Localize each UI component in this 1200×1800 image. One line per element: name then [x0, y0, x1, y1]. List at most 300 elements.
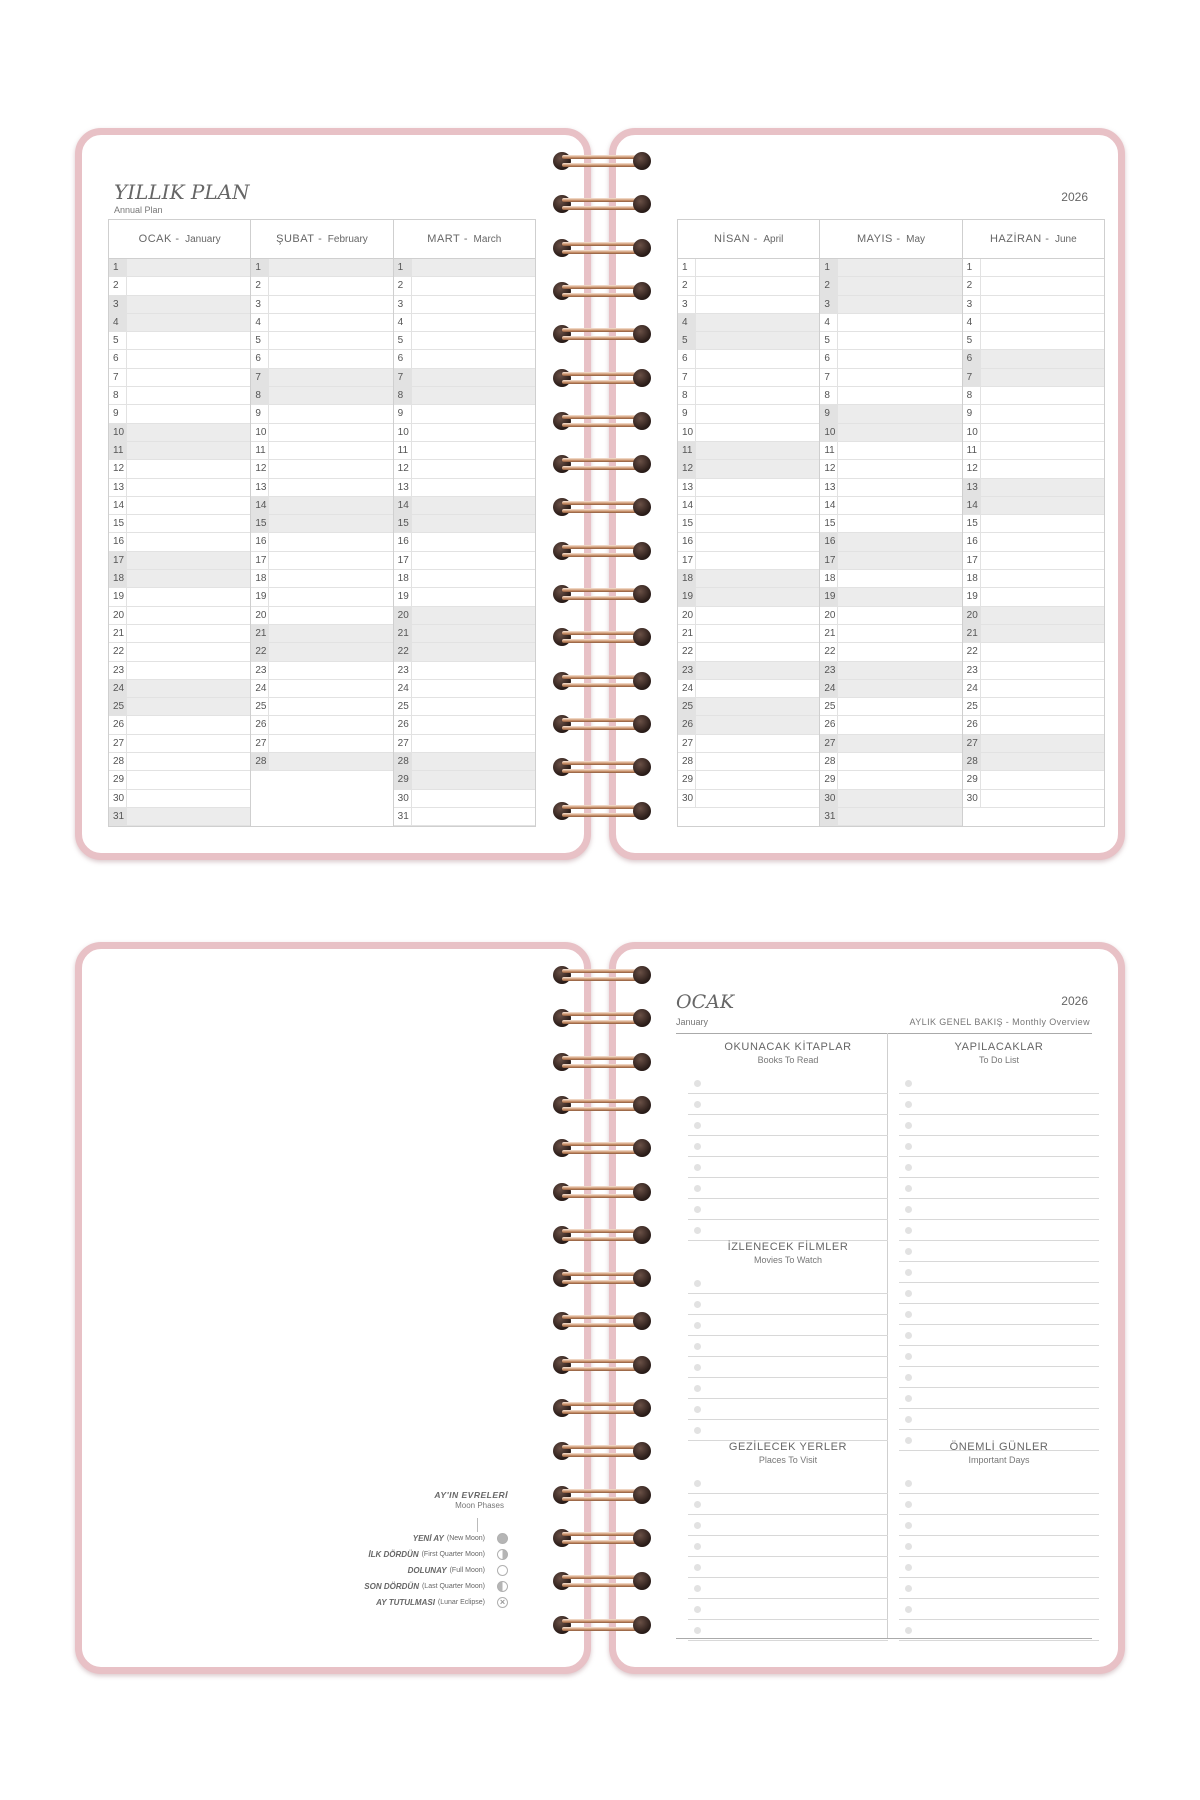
day-row[interactable]	[394, 552, 535, 570]
writing-line[interactable]	[688, 1536, 888, 1557]
day-row[interactable]	[109, 552, 250, 570]
day-row[interactable]	[963, 332, 1104, 350]
day-row[interactable]	[820, 369, 961, 387]
writing-line[interactable]	[688, 1073, 888, 1094]
day-note-field[interactable]	[412, 479, 535, 496]
day-row[interactable]	[394, 479, 535, 497]
day-note-field[interactable]	[696, 296, 819, 313]
day-row[interactable]	[678, 314, 819, 332]
day-note-field[interactable]	[981, 790, 1104, 807]
day-note-field[interactable]	[127, 405, 250, 422]
day-note-field[interactable]	[696, 387, 819, 404]
day-note-field[interactable]	[412, 442, 535, 459]
day-row[interactable]	[109, 277, 250, 295]
day-note-field[interactable]	[269, 442, 392, 459]
day-row[interactable]	[251, 607, 392, 625]
day-row[interactable]	[109, 442, 250, 460]
day-row[interactable]	[678, 716, 819, 734]
day-row[interactable]	[394, 332, 535, 350]
day-row[interactable]	[963, 424, 1104, 442]
day-row[interactable]	[820, 716, 961, 734]
writing-line[interactable]	[688, 1399, 888, 1420]
day-row[interactable]	[251, 424, 392, 442]
day-note-field[interactable]	[269, 296, 392, 313]
day-row[interactable]	[963, 369, 1104, 387]
day-row[interactable]	[963, 698, 1104, 716]
day-row[interactable]	[678, 479, 819, 497]
day-note-field[interactable]	[269, 515, 392, 532]
day-note-field[interactable]	[127, 625, 250, 642]
writing-line[interactable]	[899, 1578, 1099, 1599]
day-note-field[interactable]	[127, 277, 250, 294]
day-note-field[interactable]	[696, 314, 819, 331]
day-row[interactable]	[394, 369, 535, 387]
day-note-field[interactable]	[981, 479, 1104, 496]
day-note-field[interactable]	[412, 387, 535, 404]
day-note-field[interactable]	[838, 369, 961, 386]
day-note-field[interactable]	[696, 625, 819, 642]
day-row[interactable]	[394, 662, 535, 680]
day-row[interactable]	[251, 405, 392, 423]
writing-line[interactable]	[899, 1409, 1099, 1430]
day-row[interactable]	[963, 387, 1104, 405]
day-row[interactable]	[109, 369, 250, 387]
day-note-field[interactable]	[838, 296, 961, 313]
day-note-field[interactable]	[412, 790, 535, 807]
day-row[interactable]	[251, 735, 392, 753]
day-note-field[interactable]	[696, 442, 819, 459]
writing-line[interactable]	[899, 1157, 1099, 1178]
day-note-field[interactable]	[981, 350, 1104, 367]
day-note-field[interactable]	[127, 332, 250, 349]
day-row[interactable]	[394, 698, 535, 716]
day-row[interactable]	[251, 350, 392, 368]
day-note-field[interactable]	[269, 369, 392, 386]
day-note-field[interactable]	[838, 533, 961, 550]
day-note-field[interactable]	[981, 332, 1104, 349]
day-row[interactable]	[109, 643, 250, 661]
day-row[interactable]	[251, 680, 392, 698]
day-note-field[interactable]	[269, 277, 392, 294]
day-note-field[interactable]	[981, 296, 1104, 313]
day-row[interactable]	[251, 698, 392, 716]
writing-line[interactable]	[899, 1473, 1099, 1494]
day-row[interactable]	[963, 570, 1104, 588]
day-row[interactable]	[109, 790, 250, 808]
day-note-field[interactable]	[127, 387, 250, 404]
day-row[interactable]	[820, 753, 961, 771]
day-note-field[interactable]	[696, 698, 819, 715]
day-row[interactable]	[963, 735, 1104, 753]
day-row[interactable]	[109, 387, 250, 405]
day-row[interactable]	[394, 533, 535, 551]
day-row[interactable]	[678, 259, 819, 277]
day-note-field[interactable]	[127, 643, 250, 660]
day-row[interactable]	[394, 424, 535, 442]
day-note-field[interactable]	[412, 570, 535, 587]
day-note-field[interactable]	[412, 588, 535, 605]
day-note-field[interactable]	[127, 808, 250, 825]
day-row[interactable]	[251, 552, 392, 570]
day-note-field[interactable]	[127, 588, 250, 605]
day-row[interactable]	[109, 607, 250, 625]
day-note-field[interactable]	[981, 314, 1104, 331]
day-note-field[interactable]	[269, 405, 392, 422]
day-row[interactable]	[394, 680, 535, 698]
day-note-field[interactable]	[127, 753, 250, 770]
day-row[interactable]	[251, 442, 392, 460]
day-row[interactable]	[394, 350, 535, 368]
day-row[interactable]	[251, 753, 392, 771]
day-row[interactable]	[394, 296, 535, 314]
day-note-field[interactable]	[838, 387, 961, 404]
day-row[interactable]	[251, 625, 392, 643]
day-row[interactable]	[963, 552, 1104, 570]
day-note-field[interactable]	[269, 625, 392, 642]
day-row[interactable]	[394, 771, 535, 789]
day-note-field[interactable]	[696, 332, 819, 349]
day-note-field[interactable]	[269, 588, 392, 605]
day-note-field[interactable]	[838, 735, 961, 752]
day-note-field[interactable]	[981, 515, 1104, 532]
day-row[interactable]	[820, 625, 961, 643]
day-note-field[interactable]	[269, 698, 392, 715]
day-row[interactable]	[963, 790, 1104, 808]
day-row[interactable]	[820, 533, 961, 551]
day-row[interactable]	[678, 570, 819, 588]
day-note-field[interactable]	[981, 771, 1104, 788]
day-note-field[interactable]	[981, 369, 1104, 386]
day-note-field[interactable]	[412, 460, 535, 477]
day-note-field[interactable]	[127, 698, 250, 715]
day-note-field[interactable]	[838, 314, 961, 331]
day-row[interactable]	[963, 296, 1104, 314]
day-row[interactable]	[109, 533, 250, 551]
day-note-field[interactable]	[696, 771, 819, 788]
day-row[interactable]	[109, 314, 250, 332]
day-note-field[interactable]	[838, 680, 961, 697]
day-row[interactable]	[109, 808, 250, 826]
day-note-field[interactable]	[838, 588, 961, 605]
day-row[interactable]	[963, 662, 1104, 680]
day-note-field[interactable]	[269, 716, 392, 733]
day-row[interactable]	[820, 424, 961, 442]
day-note-field[interactable]	[838, 497, 961, 514]
day-note-field[interactable]	[127, 662, 250, 679]
day-note-field[interactable]	[127, 716, 250, 733]
writing-line[interactable]	[899, 1346, 1099, 1367]
day-row[interactable]	[678, 698, 819, 716]
writing-line[interactable]	[688, 1094, 888, 1115]
day-note-field[interactable]	[269, 387, 392, 404]
day-row[interactable]	[963, 607, 1104, 625]
day-row[interactable]	[394, 625, 535, 643]
day-row[interactable]	[963, 314, 1104, 332]
day-note-field[interactable]	[127, 296, 250, 313]
writing-line[interactable]	[688, 1378, 888, 1399]
day-row[interactable]	[963, 771, 1104, 789]
writing-line[interactable]	[688, 1599, 888, 1620]
day-row[interactable]	[394, 387, 535, 405]
day-row[interactable]	[963, 643, 1104, 661]
day-row[interactable]	[963, 588, 1104, 606]
day-row[interactable]	[820, 643, 961, 661]
day-note-field[interactable]	[127, 424, 250, 441]
day-row[interactable]	[820, 296, 961, 314]
day-row[interactable]	[394, 643, 535, 661]
writing-line[interactable]	[899, 1536, 1099, 1557]
day-row[interactable]	[963, 479, 1104, 497]
day-note-field[interactable]	[412, 552, 535, 569]
day-row[interactable]	[678, 771, 819, 789]
day-note-field[interactable]	[981, 442, 1104, 459]
day-row[interactable]	[109, 460, 250, 478]
day-row[interactable]	[820, 460, 961, 478]
writing-line[interactable]	[899, 1557, 1099, 1578]
day-row[interactable]	[963, 533, 1104, 551]
day-row[interactable]	[820, 479, 961, 497]
day-note-field[interactable]	[127, 515, 250, 532]
day-row[interactable]	[820, 771, 961, 789]
day-row[interactable]	[820, 552, 961, 570]
day-note-field[interactable]	[838, 808, 961, 825]
day-row[interactable]	[963, 350, 1104, 368]
day-note-field[interactable]	[412, 424, 535, 441]
writing-line[interactable]	[688, 1473, 888, 1494]
day-note-field[interactable]	[696, 680, 819, 697]
day-row[interactable]	[678, 790, 819, 808]
day-note-field[interactable]	[412, 771, 535, 788]
day-note-field[interactable]	[696, 259, 819, 276]
day-row[interactable]	[109, 662, 250, 680]
day-row[interactable]	[678, 277, 819, 295]
writing-line[interactable]	[688, 1420, 888, 1441]
day-note-field[interactable]	[838, 662, 961, 679]
day-note-field[interactable]	[838, 515, 961, 532]
day-note-field[interactable]	[269, 533, 392, 550]
day-row[interactable]	[678, 460, 819, 478]
day-note-field[interactable]	[981, 607, 1104, 624]
day-row[interactable]	[109, 680, 250, 698]
day-note-field[interactable]	[696, 735, 819, 752]
day-row[interactable]	[963, 716, 1104, 734]
day-row[interactable]	[678, 588, 819, 606]
day-row[interactable]	[820, 570, 961, 588]
day-note-field[interactable]	[127, 259, 250, 276]
writing-line[interactable]	[899, 1115, 1099, 1136]
day-note-field[interactable]	[838, 771, 961, 788]
writing-line[interactable]	[899, 1241, 1099, 1262]
day-note-field[interactable]	[269, 643, 392, 660]
day-row[interactable]	[678, 680, 819, 698]
day-row[interactable]	[109, 405, 250, 423]
day-note-field[interactable]	[269, 662, 392, 679]
day-note-field[interactable]	[412, 497, 535, 514]
day-row[interactable]	[251, 479, 392, 497]
day-row[interactable]	[251, 369, 392, 387]
day-note-field[interactable]	[696, 350, 819, 367]
day-row[interactable]	[109, 698, 250, 716]
day-row[interactable]	[678, 607, 819, 625]
day-row[interactable]	[963, 515, 1104, 533]
writing-line[interactable]	[899, 1262, 1099, 1283]
writing-line[interactable]	[899, 1388, 1099, 1409]
day-row[interactable]	[251, 259, 392, 277]
writing-line[interactable]	[688, 1294, 888, 1315]
day-row[interactable]	[678, 332, 819, 350]
writing-line[interactable]	[688, 1557, 888, 1578]
day-note-field[interactable]	[838, 350, 961, 367]
day-note-field[interactable]	[838, 753, 961, 770]
day-note-field[interactable]	[127, 771, 250, 788]
day-row[interactable]	[394, 570, 535, 588]
day-note-field[interactable]	[838, 643, 961, 660]
day-note-field[interactable]	[412, 607, 535, 624]
day-row[interactable]	[678, 387, 819, 405]
day-note-field[interactable]	[412, 405, 535, 422]
day-row[interactable]	[251, 332, 392, 350]
day-row[interactable]	[251, 277, 392, 295]
day-note-field[interactable]	[696, 424, 819, 441]
day-row[interactable]	[394, 277, 535, 295]
day-note-field[interactable]	[981, 533, 1104, 550]
writing-line[interactable]	[899, 1494, 1099, 1515]
day-note-field[interactable]	[269, 460, 392, 477]
day-row[interactable]	[963, 442, 1104, 460]
day-note-field[interactable]	[696, 460, 819, 477]
day-note-field[interactable]	[981, 680, 1104, 697]
day-row[interactable]	[251, 588, 392, 606]
writing-line[interactable]	[688, 1578, 888, 1599]
day-row[interactable]	[678, 625, 819, 643]
day-note-field[interactable]	[838, 790, 961, 807]
day-row[interactable]	[251, 533, 392, 551]
day-note-field[interactable]	[412, 296, 535, 313]
day-row[interactable]	[394, 607, 535, 625]
day-row[interactable]	[678, 753, 819, 771]
writing-line[interactable]	[688, 1515, 888, 1536]
day-note-field[interactable]	[981, 753, 1104, 770]
day-row[interactable]	[394, 753, 535, 771]
writing-line[interactable]	[899, 1136, 1099, 1157]
day-row[interactable]	[678, 405, 819, 423]
day-note-field[interactable]	[981, 588, 1104, 605]
day-note-field[interactable]	[838, 277, 961, 294]
writing-line[interactable]	[899, 1199, 1099, 1220]
day-note-field[interactable]	[838, 405, 961, 422]
day-row[interactable]	[394, 716, 535, 734]
day-note-field[interactable]	[838, 442, 961, 459]
day-note-field[interactable]	[269, 332, 392, 349]
day-row[interactable]	[678, 296, 819, 314]
day-note-field[interactable]	[269, 314, 392, 331]
day-row[interactable]	[678, 515, 819, 533]
day-row[interactable]	[251, 570, 392, 588]
day-row[interactable]	[251, 716, 392, 734]
day-note-field[interactable]	[838, 332, 961, 349]
day-row[interactable]	[394, 497, 535, 515]
day-note-field[interactable]	[696, 753, 819, 770]
day-note-field[interactable]	[696, 588, 819, 605]
day-row[interactable]	[109, 588, 250, 606]
day-note-field[interactable]	[127, 735, 250, 752]
day-note-field[interactable]	[412, 643, 535, 660]
writing-line[interactable]	[899, 1367, 1099, 1388]
day-note-field[interactable]	[838, 259, 961, 276]
day-row[interactable]	[109, 753, 250, 771]
day-note-field[interactable]	[696, 607, 819, 624]
day-row[interactable]	[820, 662, 961, 680]
day-row[interactable]	[109, 570, 250, 588]
day-note-field[interactable]	[838, 460, 961, 477]
day-row[interactable]	[109, 625, 250, 643]
day-row[interactable]	[820, 442, 961, 460]
day-row[interactable]	[963, 277, 1104, 295]
day-row[interactable]	[820, 497, 961, 515]
writing-line[interactable]	[899, 1283, 1099, 1304]
day-note-field[interactable]	[412, 662, 535, 679]
day-note-field[interactable]	[838, 607, 961, 624]
day-note-field[interactable]	[127, 442, 250, 459]
day-note-field[interactable]	[696, 369, 819, 386]
day-note-field[interactable]	[412, 698, 535, 715]
day-row[interactable]	[109, 259, 250, 277]
day-note-field[interactable]	[981, 460, 1104, 477]
day-row[interactable]	[678, 497, 819, 515]
day-note-field[interactable]	[127, 350, 250, 367]
day-note-field[interactable]	[127, 369, 250, 386]
day-row[interactable]	[820, 808, 961, 826]
writing-line[interactable]	[899, 1599, 1099, 1620]
day-row[interactable]	[820, 588, 961, 606]
day-row[interactable]	[251, 515, 392, 533]
day-row[interactable]	[109, 515, 250, 533]
day-note-field[interactable]	[981, 625, 1104, 642]
day-row[interactable]	[251, 662, 392, 680]
day-note-field[interactable]	[696, 790, 819, 807]
day-row[interactable]	[394, 790, 535, 808]
day-note-field[interactable]	[412, 259, 535, 276]
day-note-field[interactable]	[412, 625, 535, 642]
day-note-field[interactable]	[838, 424, 961, 441]
day-row[interactable]	[109, 479, 250, 497]
day-note-field[interactable]	[127, 607, 250, 624]
day-note-field[interactable]	[127, 533, 250, 550]
day-note-field[interactable]	[412, 350, 535, 367]
day-note-field[interactable]	[696, 533, 819, 550]
day-note-field[interactable]	[696, 716, 819, 733]
day-note-field[interactable]	[269, 552, 392, 569]
writing-line[interactable]	[899, 1094, 1099, 1115]
writing-line[interactable]	[688, 1199, 888, 1220]
day-row[interactable]	[963, 460, 1104, 478]
day-row[interactable]	[394, 314, 535, 332]
day-note-field[interactable]	[412, 680, 535, 697]
day-note-field[interactable]	[696, 643, 819, 660]
day-note-field[interactable]	[981, 277, 1104, 294]
day-note-field[interactable]	[412, 332, 535, 349]
writing-line[interactable]	[688, 1336, 888, 1357]
writing-line[interactable]	[688, 1357, 888, 1378]
day-note-field[interactable]	[412, 533, 535, 550]
day-row[interactable]	[820, 259, 961, 277]
day-note-field[interactable]	[981, 387, 1104, 404]
day-row[interactable]	[963, 680, 1104, 698]
writing-line[interactable]	[899, 1325, 1099, 1346]
day-row[interactable]	[820, 735, 961, 753]
writing-line[interactable]	[688, 1494, 888, 1515]
day-row[interactable]	[394, 808, 535, 826]
